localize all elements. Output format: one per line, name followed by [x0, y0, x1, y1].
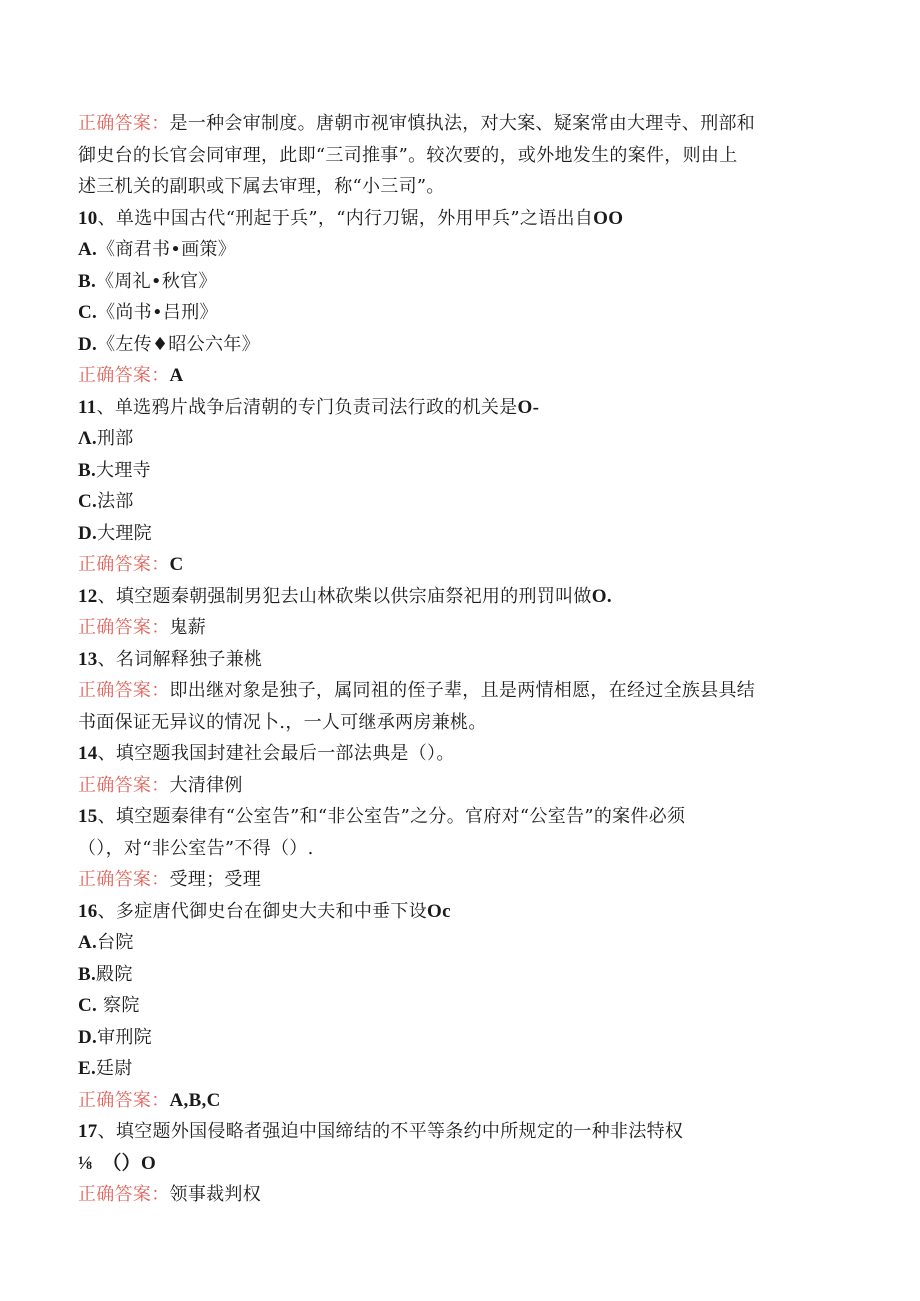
question-11 — [78, 392, 828, 424]
option-letter: A. — [78, 239, 98, 260]
question-number: 16 — [78, 900, 98, 922]
answer-value: 鬼薪 — [169, 617, 207, 638]
answer-q17 — [78, 1179, 828, 1211]
option-text: 《左传♦昭公六年》 — [97, 333, 260, 355]
answer-value: A,B,C — [169, 1089, 221, 1111]
question-13 — [78, 644, 828, 676]
answer-q11 — [78, 549, 828, 581]
option-text: 廷尉 — [96, 1058, 133, 1079]
question-text: 单选鸦片战争后清朝的专门负责司法行政的机关是 — [114, 396, 518, 418]
question-sep: 、 — [97, 585, 116, 607]
question-sep: 、 — [96, 396, 115, 418]
question-text: 填空题外国侵略者强迫中国缔结的不平等条约中所规定的一种非法特权 — [115, 1121, 684, 1142]
answer-q9 — [78, 108, 828, 140]
option-e — [78, 1053, 828, 1085]
question-number: 14 — [78, 743, 98, 764]
answer-value: 受理；受理 — [169, 869, 261, 890]
option-b — [78, 455, 828, 487]
option-letter: C. — [78, 995, 98, 1016]
answer-label: 正确答案： — [78, 680, 170, 701]
option-a — [78, 423, 828, 455]
option-b — [78, 959, 828, 991]
question-17-cont: ⅛ （）O — [78, 1152, 157, 1174]
question-number: 15 — [78, 806, 98, 827]
answer-label: 正确答案： — [78, 554, 170, 575]
option-letter: C. — [78, 491, 98, 512]
question-14 — [78, 738, 828, 770]
question-tail: O- — [517, 396, 540, 418]
option-letter: C. — [78, 302, 98, 323]
question-sep: 、 — [97, 648, 116, 670]
answer-label: 正确答案： — [78, 774, 170, 796]
option-c — [78, 486, 828, 518]
option-c — [78, 297, 828, 329]
question-12 — [78, 581, 828, 613]
option-letter: B. — [78, 459, 97, 481]
option-c — [78, 990, 828, 1022]
question-15 — [78, 801, 828, 833]
question-text: 名词解释独子兼桃 — [115, 648, 263, 670]
answer-value: 大清律例 — [169, 774, 243, 796]
question-sep: 、 — [97, 900, 116, 922]
option-letter: D. — [78, 333, 98, 355]
answer-value: 即出继对象是独子，属同祖的侄子辈，且是两情相愿，在经过全族县具结 — [169, 680, 756, 701]
option-letter: E. — [78, 1058, 97, 1079]
question-10 — [78, 203, 828, 235]
answer-label: 正确答案： — [78, 365, 170, 386]
option-text: 刑部 — [96, 428, 134, 449]
question-text: 多症唐代御史台在御史大夫和中垂下设 — [115, 900, 428, 922]
option-text: 审刑院 — [97, 1026, 152, 1048]
option-text: 殿院 — [96, 963, 133, 985]
question-sep: 、 — [97, 806, 116, 827]
answer-label: 正确答案： — [78, 113, 170, 134]
answer-value: 领事裁判权 — [169, 1184, 261, 1205]
answer-q16 — [78, 1085, 828, 1117]
question-tail: OO — [593, 207, 624, 229]
option-letter: D. — [78, 1026, 98, 1048]
option-letter: Λ. — [78, 428, 97, 449]
option-letter: B. — [78, 270, 97, 292]
document-page — [78, 108, 828, 1211]
answer-q14 — [78, 770, 828, 802]
option-letter: A. — [78, 932, 98, 953]
option-text: 大理院 — [97, 522, 152, 544]
option-text: 法部 — [97, 491, 134, 512]
answer-q15 — [78, 864, 828, 896]
answer-q9-cont-1: 御史台的长官会同审理，此即“三司推事”。较次要的，或外地发生的案件，则由上 — [78, 144, 738, 166]
question-number: 11 — [78, 396, 97, 418]
answer-q13-cont: 书面保证无异议的情况卜.，一人可继承两房兼桃。 — [78, 711, 487, 733]
option-letter: B. — [78, 963, 97, 985]
question-text: 填空题秦律有“公室告”和“非公室告”之分。官府对“公室告”的案件必须 — [115, 806, 686, 827]
question-16 — [78, 896, 828, 928]
question-number: 12 — [78, 585, 98, 607]
answer-q10 — [78, 360, 828, 392]
question-17 — [78, 1116, 828, 1148]
answer-text: 是一种会审制度。唐朝市视审慎执法，对大案、疑案常由大理寺、刑部和 — [169, 113, 756, 134]
option-text: 《尚书•吕刑》 — [97, 302, 218, 323]
option-d — [78, 518, 828, 550]
question-tail: O. — [591, 585, 612, 607]
answer-label: 正确答案： — [78, 1184, 170, 1205]
answer-value: C — [169, 554, 184, 575]
question-number: 10 — [78, 207, 98, 229]
option-d — [78, 1022, 828, 1054]
answer-q13 — [78, 675, 828, 707]
option-b — [78, 266, 828, 298]
option-d — [78, 329, 828, 361]
answer-label: 正确答案： — [78, 869, 170, 890]
option-text: 大理寺 — [96, 459, 151, 481]
answer-q12 — [78, 612, 828, 644]
question-sep: 、 — [97, 207, 116, 229]
answer-q9-cont-2: 述三机关的副职或下属去审理，称“小三司”。 — [78, 176, 445, 197]
answer-label: 正确答案： — [78, 1089, 170, 1111]
question-text: 填空题我国封建社会最后一部法典是（）。 — [115, 743, 455, 764]
option-text: 《周礼•秋官》 — [96, 270, 217, 292]
option-text: 察院 — [97, 995, 140, 1016]
answer-label: 正确答案： — [78, 617, 170, 638]
question-sep: 、 — [97, 1121, 116, 1142]
question-tail: Oc — [427, 900, 451, 922]
question-text: 填空题秦朝强制男犯去山林砍柴以供宗庙祭祀用的刑罚叫做 — [115, 585, 592, 607]
question-number: 17 — [78, 1121, 98, 1142]
answer-value: A — [169, 365, 184, 386]
question-text: 单选中国古代“刑起于兵”，“内行刀锯，外用甲兵”之语出自 — [115, 207, 594, 229]
question-sep: 、 — [97, 743, 116, 764]
question-15-cont: （），对“非公室告”不得（）. — [78, 837, 314, 859]
option-text: 《商君书•画策》 — [97, 239, 237, 260]
option-text: 台院 — [97, 932, 134, 953]
question-number: 13 — [78, 648, 98, 670]
option-letter: D. — [78, 522, 98, 544]
option-a — [78, 927, 828, 959]
option-a — [78, 234, 828, 266]
